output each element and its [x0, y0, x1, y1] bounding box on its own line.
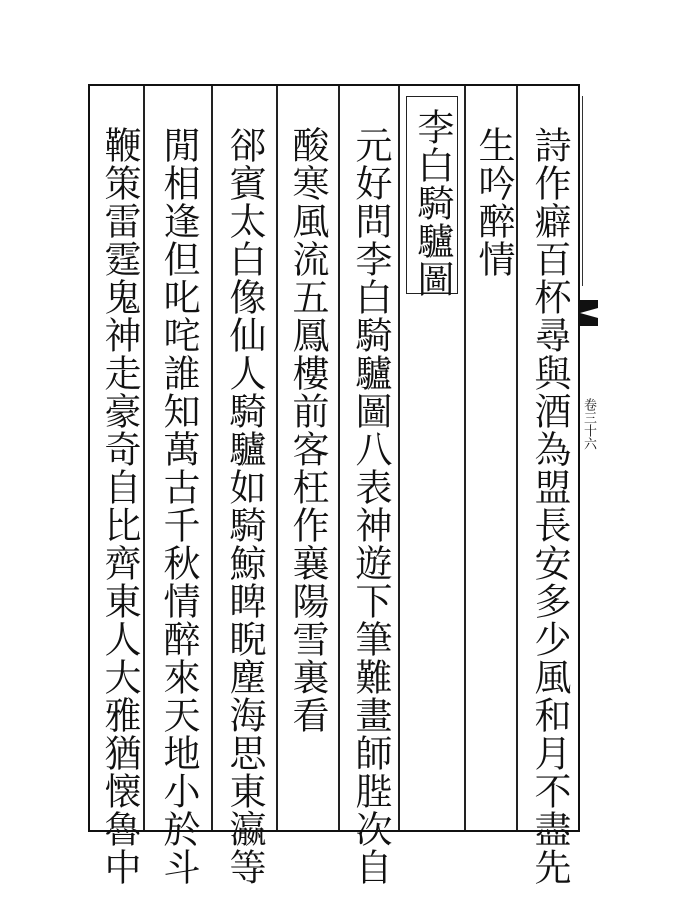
- text-column-5: 酸寒風流五鳳樓前客枉作襄陽雪裏看: [286, 126, 329, 734]
- column-rule: [516, 86, 518, 830]
- text-column-8: 鞭策雷霆鬼神走豪奇自比齊東人大雅猶懐魯中: [98, 126, 141, 886]
- column-rule: [211, 86, 213, 830]
- text-column-4: 元好問李白騎驢圖八表神遊下筆難畫師䏶次自: [349, 126, 392, 886]
- text-column-7: 閒相逢但叱咤誰知萬古千秋情醉來天地小於斗: [157, 126, 200, 886]
- column-rule: [464, 86, 466, 830]
- column-rule: [398, 86, 400, 830]
- text-column-6: 郤賓太白像仙人騎驢如騎鯨睥睨塵海思東瀛等: [223, 126, 266, 886]
- poem-title: 李白騎驢圖: [411, 108, 454, 298]
- column-rule: [276, 86, 278, 830]
- text-column-2: 生吟醉情: [472, 126, 515, 278]
- column-rule: [143, 86, 145, 830]
- fold-edge-mark: [582, 96, 597, 286]
- fascicle-number: 卷三十六: [581, 398, 596, 450]
- column-rule: [338, 86, 340, 830]
- text-column-1: 詩作癖百杯尋與酒為盟長安多少風和月不盡先: [528, 126, 571, 886]
